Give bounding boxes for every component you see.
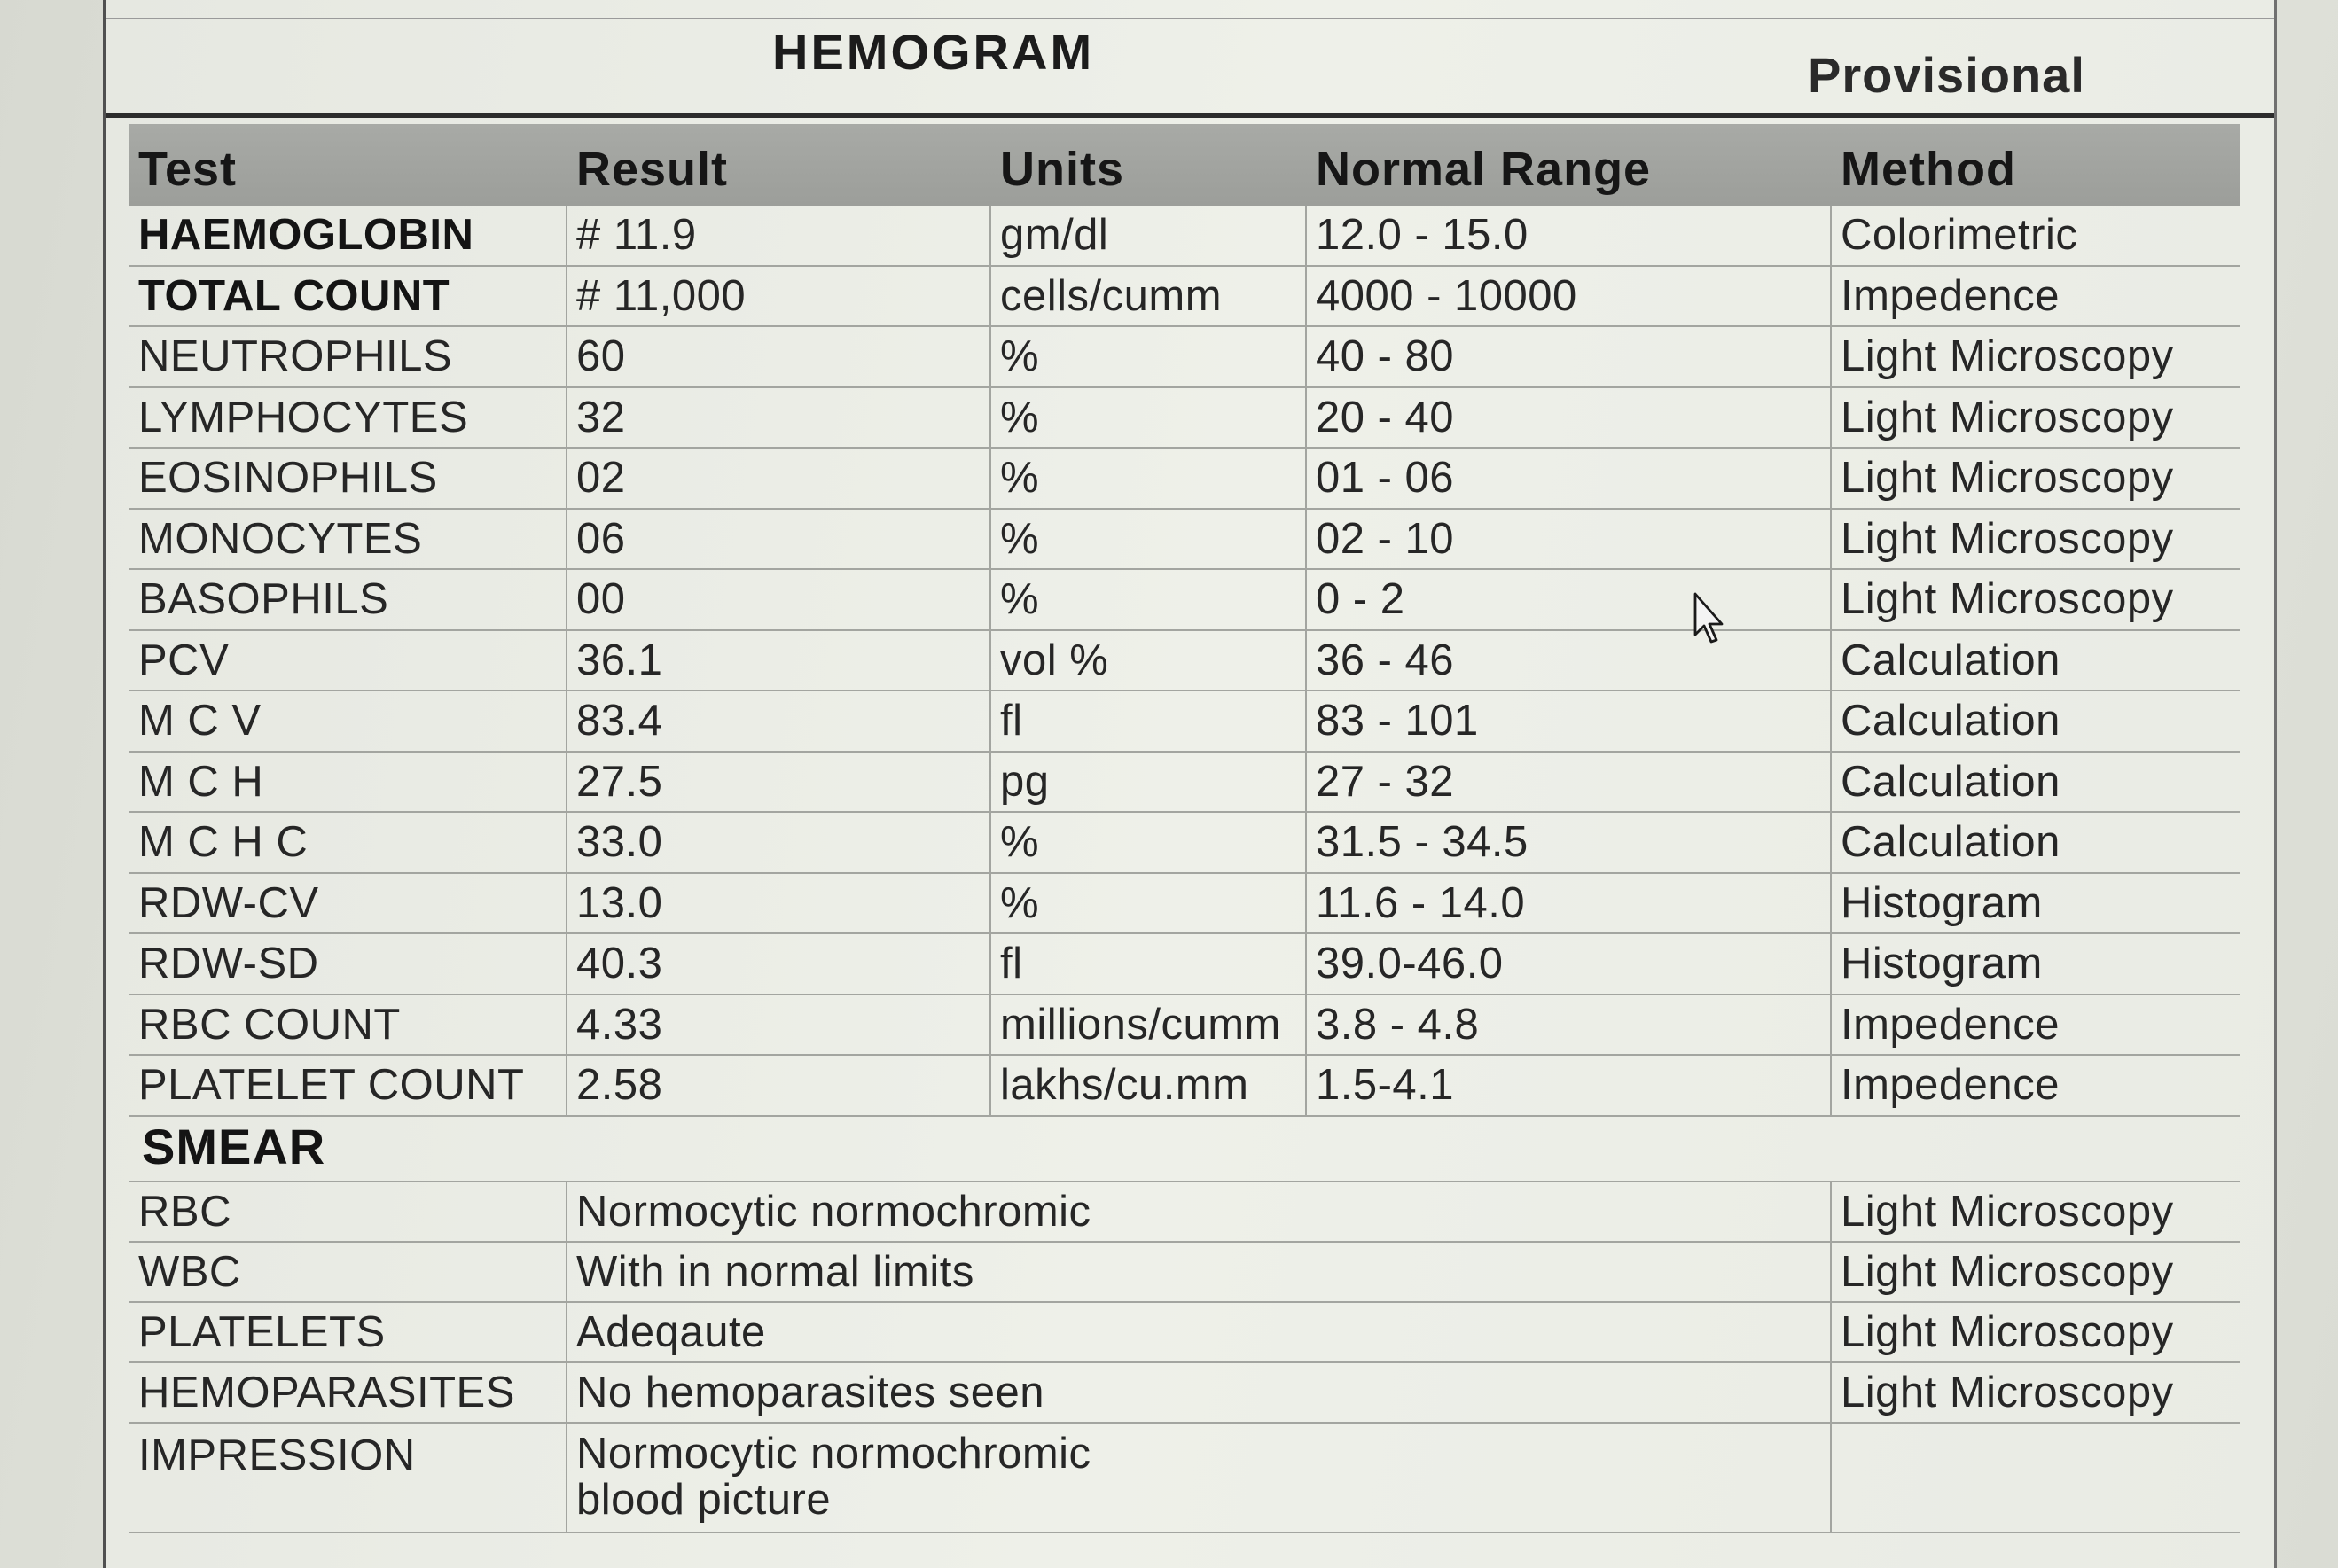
smear-row — [129, 1424, 2240, 1533]
normal-range: 27 - 32 — [1307, 753, 1832, 812]
table-row — [129, 388, 2240, 449]
test-name: M C V — [129, 691, 567, 751]
table-row — [129, 1056, 2240, 1117]
test-name: RBC COUNT — [129, 995, 567, 1055]
test-name: NEUTROPHILS — [129, 327, 567, 386]
normal-range: 40 - 80 — [1307, 327, 1832, 386]
normal-range: 31.5 - 34.5 — [1307, 813, 1832, 872]
normal-range: 11.6 - 14.0 — [1307, 874, 1832, 933]
method-value: Impedence — [1841, 1061, 2060, 1110]
table-row — [129, 934, 2240, 995]
method-value: Calculation — [1841, 636, 2060, 684]
result-value: 02 — [567, 449, 991, 508]
result-value: 4.33 — [567, 995, 991, 1055]
test-name: M C H — [129, 753, 567, 812]
result-rows — [129, 206, 2240, 1117]
test-name: RDW-SD — [129, 934, 567, 994]
hemogram-table — [129, 124, 2240, 1533]
mouse-pointer-icon — [1693, 592, 1729, 645]
header-units: Units — [1000, 143, 1124, 196]
test-name: PLATELET COUNT — [129, 1056, 567, 1115]
unit-value: vol % — [991, 631, 1307, 690]
unit-value: fl — [991, 934, 1307, 994]
normal-range: 0 - 2 — [1307, 570, 1832, 629]
result-value: 40.3 — [567, 934, 991, 994]
method-value: Light Microscopy — [1841, 575, 2174, 624]
test-name: M C H C — [129, 813, 567, 872]
test-name: RDW-CV — [129, 874, 567, 933]
smear-test-name: IMPRESSION — [129, 1424, 567, 1532]
normal-range: 83 - 101 — [1307, 691, 1832, 751]
unit-value: millions/cumm — [991, 995, 1307, 1055]
smear-method: Light Microscopy — [1841, 1368, 2174, 1416]
report-title: HEMOGRAM — [772, 24, 1095, 80]
table-row — [129, 327, 2240, 388]
smear-test-name: HEMOPARASITES — [129, 1363, 567, 1422]
smear-method — [1832, 1424, 2240, 1532]
unit-value: % — [991, 327, 1307, 386]
test-name: LYMPHOCYTES — [129, 388, 567, 448]
smear-row — [129, 1303, 2240, 1363]
smear-row — [129, 1363, 2240, 1424]
smear-rows — [129, 1182, 2240, 1533]
smear-method: Light Microscopy — [1841, 1307, 2174, 1356]
header-result: Result — [576, 143, 729, 196]
test-name: BASOPHILS — [129, 570, 567, 629]
top-divider — [106, 18, 2274, 19]
report-status: Provisional — [1808, 47, 2085, 103]
result-value: 2.58 — [567, 1056, 991, 1115]
table-row — [129, 995, 2240, 1057]
result-value: 32 — [567, 388, 991, 448]
table-row — [129, 449, 2240, 510]
method-value: Calculation — [1841, 757, 2060, 806]
unit-value: % — [991, 388, 1307, 448]
table-row — [129, 510, 2240, 571]
result-value: 33.0 — [567, 813, 991, 872]
smear-section-header — [129, 1117, 2240, 1182]
result-value: 27.5 — [567, 753, 991, 812]
smear-finding: No hemoparasites seen — [567, 1363, 1832, 1422]
smear-finding: With in normal limits — [567, 1243, 1832, 1301]
header-normal-range: Normal Range — [1316, 143, 1652, 196]
method-value: Impedence — [1841, 1000, 2060, 1049]
table-row — [129, 691, 2240, 753]
smear-heading: SMEAR — [142, 1118, 326, 1174]
result-value: # 11,000 — [567, 267, 991, 326]
unit-value: % — [991, 570, 1307, 629]
method-value: Light Microscopy — [1841, 454, 2174, 503]
method-value: Calculation — [1841, 697, 2060, 745]
header-test: Test — [138, 143, 238, 196]
unit-value: lakhs/cu.mm — [991, 1056, 1307, 1115]
method-value: Light Microscopy — [1841, 393, 2174, 441]
table-row — [129, 267, 2240, 328]
normal-range: 20 - 40 — [1307, 388, 1832, 448]
unit-value: fl — [991, 691, 1307, 751]
method-value: Histogram — [1841, 878, 2043, 927]
test-name: HAEMOGLOBIN — [129, 206, 567, 265]
unit-value: % — [991, 874, 1307, 933]
smear-method: Light Microscopy — [1841, 1247, 2174, 1296]
test-name: PCV — [129, 631, 567, 690]
result-value: 06 — [567, 510, 991, 569]
result-value: 36.1 — [567, 631, 991, 690]
method-value: Light Microscopy — [1841, 332, 2174, 381]
unit-value: gm/dl — [991, 206, 1307, 265]
table-row — [129, 813, 2240, 874]
method-value: Colorimetric — [1841, 211, 2078, 260]
result-value: 83.4 — [567, 691, 991, 751]
smear-test-name: WBC — [129, 1243, 567, 1301]
method-value: Impedence — [1841, 271, 2060, 320]
test-name: MONOCYTES — [129, 510, 567, 569]
test-name: EOSINOPHILS — [129, 449, 567, 508]
header-method: Method — [1841, 143, 2016, 196]
unit-value: % — [991, 449, 1307, 508]
table-row — [129, 753, 2240, 814]
normal-range: 1.5-4.1 — [1307, 1056, 1832, 1115]
method-value: Histogram — [1841, 940, 2043, 988]
result-value: 13.0 — [567, 874, 991, 933]
result-value: 00 — [567, 570, 991, 629]
normal-range: 3.8 - 4.8 — [1307, 995, 1832, 1055]
normal-range: 36 - 46 — [1307, 631, 1832, 690]
method-value: Calculation — [1841, 818, 2060, 867]
unit-value: % — [991, 813, 1307, 872]
smear-test-name: RBC — [129, 1182, 567, 1241]
smear-row — [129, 1182, 2240, 1243]
smear-method: Light Microscopy — [1841, 1187, 2174, 1236]
table-header — [129, 124, 2240, 206]
unit-value: % — [991, 510, 1307, 569]
unit-value: cells/cumm — [991, 267, 1307, 326]
table-row — [129, 570, 2240, 631]
smear-finding: Normocytic normochromic — [567, 1182, 1832, 1241]
normal-range: 02 - 10 — [1307, 510, 1832, 569]
smear-row — [129, 1243, 2240, 1303]
title-divider — [106, 113, 2274, 118]
smear-test-name: PLATELETS — [129, 1303, 567, 1361]
result-value: 60 — [567, 327, 991, 386]
normal-range: 4000 - 10000 — [1307, 267, 1832, 326]
table-row — [129, 874, 2240, 935]
table-row — [129, 631, 2240, 692]
unit-value: pg — [991, 753, 1307, 812]
result-value: # 11.9 — [567, 206, 991, 265]
smear-finding: Adeqaute — [567, 1303, 1832, 1361]
table-row — [129, 206, 2240, 267]
method-value: Light Microscopy — [1841, 514, 2174, 563]
normal-range: 01 - 06 — [1307, 449, 1832, 508]
smear-finding: Normocytic normochromic blood picture — [567, 1424, 1832, 1532]
normal-range: 12.0 - 15.0 — [1307, 206, 1832, 265]
test-name: TOTAL COUNT — [129, 267, 567, 326]
normal-range: 39.0-46.0 — [1307, 934, 1832, 994]
